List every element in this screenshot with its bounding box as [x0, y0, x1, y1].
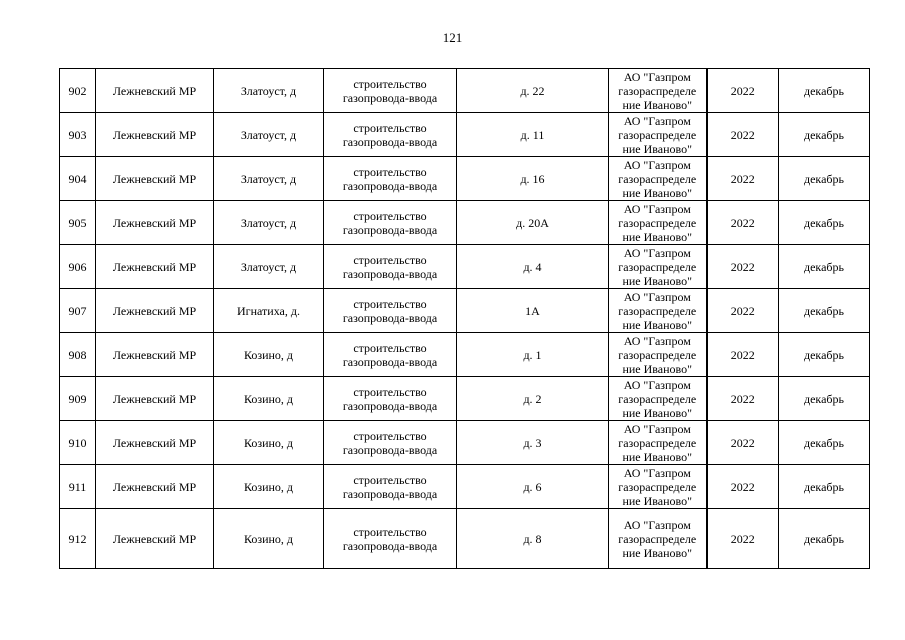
year-cell: [707, 333, 779, 377]
district: Лежневский МР: [112, 259, 197, 274]
organization-cell: [609, 201, 707, 245]
district: Лежневский МР: [112, 435, 197, 450]
month-cell: [779, 201, 870, 245]
district: Лежневский МР: [112, 171, 197, 186]
locality: Козино, д: [243, 435, 294, 450]
organization-line: АО "Газпром: [623, 245, 691, 260]
work-type-line: газопровода-ввода: [342, 90, 438, 105]
organization-line: АО "Газпром: [623, 421, 691, 436]
house-number: д. 4: [523, 259, 542, 274]
district-cell: [96, 421, 214, 465]
district-cell: [96, 157, 214, 201]
district-cell: [96, 509, 214, 569]
gasification-table: [59, 68, 870, 569]
month: декабрь: [804, 435, 844, 450]
organization-line: АО "Газпром: [623, 289, 691, 304]
house-number: д. 1: [523, 347, 542, 362]
year: 2022: [730, 391, 755, 406]
district: Лежневский МР: [112, 127, 197, 142]
district-cell: [96, 465, 214, 509]
work-type-cell: [324, 157, 457, 201]
year-cell: [707, 509, 779, 569]
locality-cell: [214, 377, 324, 421]
row-number: 903: [68, 127, 87, 142]
work-type-cell: [324, 377, 457, 421]
month-cell: [779, 69, 870, 113]
locality-cell: [214, 113, 324, 157]
house-cell: [457, 201, 609, 245]
year: 2022: [730, 479, 755, 494]
month-cell: [779, 377, 870, 421]
locality-cell: [214, 509, 324, 569]
row-number: 902: [68, 83, 87, 98]
table-row: [60, 201, 870, 245]
house-cell: [457, 157, 609, 201]
organization-line: газораспределе: [618, 479, 697, 494]
row-number: 906: [68, 259, 87, 274]
house-number: 1А: [525, 303, 540, 318]
locality-cell: [214, 69, 324, 113]
organization-cell: [609, 69, 707, 113]
locality-cell: [214, 289, 324, 333]
work-type-line: строительство: [353, 252, 427, 267]
year-cell: [707, 157, 779, 201]
row-number-cell: [60, 333, 96, 377]
month-cell: [779, 333, 870, 377]
month: декабрь: [804, 215, 844, 230]
work-type-line: газопровода-ввода: [342, 134, 438, 149]
row-number: 905: [68, 215, 87, 230]
work-type-line: газопровода-ввода: [342, 398, 438, 413]
work-type-line: газопровода-ввода: [342, 538, 438, 553]
organization-line: газораспределе: [618, 391, 697, 406]
locality-cell: [214, 333, 324, 377]
district: Лежневский МР: [112, 531, 197, 546]
page-number: 121: [442, 30, 463, 45]
year: 2022: [730, 83, 755, 98]
locality-cell: [214, 421, 324, 465]
organization-line: АО "Газпром: [623, 333, 691, 348]
organization-line: ние Иваново": [622, 317, 693, 332]
organization-line: ние Иваново": [622, 97, 693, 112]
work-type-line: строительство: [353, 472, 427, 487]
organization-cell: [609, 157, 707, 201]
row-number-cell: [60, 421, 96, 465]
row-number-cell: [60, 465, 96, 509]
organization-line: газораспределе: [618, 531, 697, 546]
organization-line: газораспределе: [618, 215, 697, 230]
row-number-cell: [60, 509, 96, 569]
year: 2022: [730, 215, 755, 230]
work-type-line: газопровода-ввода: [342, 486, 438, 501]
row-number: 907: [68, 303, 87, 318]
row-number: 911: [68, 479, 87, 494]
year: 2022: [730, 127, 755, 142]
year-cell: [707, 245, 779, 289]
month-cell: [779, 465, 870, 509]
district-cell: [96, 377, 214, 421]
month: декабрь: [804, 303, 844, 318]
table-row: [60, 333, 870, 377]
house-cell: [457, 333, 609, 377]
house-number: д. 22: [520, 83, 545, 98]
organization-cell: [609, 289, 707, 333]
house-number: д. 20А: [516, 215, 549, 230]
house-number: д. 16: [520, 171, 545, 186]
district: Лежневский МР: [112, 215, 197, 230]
district: Лежневский МР: [112, 83, 197, 98]
table-row: [60, 421, 870, 465]
organization-cell: [609, 245, 707, 289]
locality: Златоуст, д: [240, 171, 297, 186]
organization-line: газораспределе: [618, 259, 697, 274]
work-type-cell: [324, 333, 457, 377]
row-number: 908: [68, 347, 87, 362]
locality: Козино, д: [243, 479, 294, 494]
row-number-cell: [60, 69, 96, 113]
table-body: [60, 69, 870, 569]
month: декабрь: [804, 83, 844, 98]
house-cell: [457, 465, 609, 509]
district-cell: [96, 245, 214, 289]
organization-line: ние Иваново": [622, 185, 693, 200]
organization-line: ние Иваново": [622, 449, 693, 464]
organization-line: газораспределе: [618, 171, 697, 186]
month: декабрь: [804, 259, 844, 274]
district: Лежневский МР: [112, 391, 197, 406]
organization-line: ние Иваново": [622, 493, 693, 508]
row-number: 912: [68, 531, 87, 546]
house-cell: [457, 421, 609, 465]
locality-cell: [214, 465, 324, 509]
month: декабрь: [804, 531, 844, 546]
organization-line: газораспределе: [618, 83, 697, 98]
organization-line: ние Иваново": [622, 361, 693, 376]
work-type-line: строительство: [353, 524, 427, 539]
organization-line: ние Иваново": [622, 229, 693, 244]
work-type-line: строительство: [353, 208, 427, 223]
organization-cell: [609, 421, 707, 465]
organization-line: АО "Газпром: [623, 157, 691, 172]
work-type-line: газопровода-ввода: [342, 354, 438, 369]
table-row: [60, 157, 870, 201]
organization-cell: [609, 509, 707, 569]
work-type-line: строительство: [353, 340, 427, 355]
year-cell: [707, 289, 779, 333]
house-cell: [457, 245, 609, 289]
locality: Игнатиха, д.: [237, 303, 300, 318]
work-type-cell: [324, 245, 457, 289]
year: 2022: [730, 259, 755, 274]
organization-line: АО "Газпром: [623, 377, 691, 392]
work-type-line: газопровода-ввода: [342, 178, 438, 193]
organization-line: газораспределе: [618, 347, 697, 362]
locality: Златоуст, д: [240, 259, 297, 274]
row-number-cell: [60, 245, 96, 289]
table-row: [60, 289, 870, 333]
row-number-cell: [60, 113, 96, 157]
row-number-cell: [60, 377, 96, 421]
organization-line: ние Иваново": [622, 141, 693, 156]
district-cell: [96, 289, 214, 333]
month: декабрь: [804, 479, 844, 494]
district: Лежневский МР: [112, 347, 197, 362]
year: 2022: [730, 171, 755, 186]
row-number-cell: [60, 201, 96, 245]
month-cell: [779, 421, 870, 465]
organization-line: газораспределе: [618, 303, 697, 318]
work-type-line: строительство: [353, 296, 427, 311]
organization-cell: [609, 377, 707, 421]
locality: Златоуст, д: [240, 83, 297, 98]
year-cell: [707, 201, 779, 245]
year: 2022: [730, 435, 755, 450]
house-cell: [457, 69, 609, 113]
month-cell: [779, 245, 870, 289]
locality-cell: [214, 157, 324, 201]
district: Лежневский МР: [112, 479, 197, 494]
district: Лежневский МР: [112, 303, 197, 318]
house-number: д. 8: [523, 531, 542, 546]
row-number: 910: [68, 435, 87, 450]
organization-line: газораспределе: [618, 435, 697, 450]
house-number: д. 6: [523, 479, 542, 494]
month-cell: [779, 509, 870, 569]
work-type-line: газопровода-ввода: [342, 222, 438, 237]
organization-cell: [609, 465, 707, 509]
work-type-cell: [324, 113, 457, 157]
month-cell: [779, 157, 870, 201]
district-cell: [96, 201, 214, 245]
house-number: д. 3: [523, 435, 542, 450]
organization-line: ние Иваново": [622, 273, 693, 288]
organization-line: АО "Газпром: [623, 113, 691, 128]
year-cell: [707, 69, 779, 113]
month: декабрь: [804, 347, 844, 362]
locality: Златоуст, д: [240, 215, 297, 230]
locality: Златоуст, д: [240, 127, 297, 142]
locality: Козино, д: [243, 347, 294, 362]
work-type-line: строительство: [353, 120, 427, 135]
work-type-cell: [324, 201, 457, 245]
organization-line: АО "Газпром: [623, 201, 691, 216]
work-type-cell: [324, 289, 457, 333]
year: 2022: [730, 347, 755, 362]
table-row: [60, 69, 870, 113]
work-type-line: газопровода-ввода: [342, 266, 438, 281]
work-type-line: газопровода-ввода: [342, 442, 438, 457]
work-type-line: газопровода-ввода: [342, 310, 438, 325]
organization-line: ние Иваново": [622, 545, 693, 560]
organization-line: газораспределе: [618, 127, 697, 142]
work-type-cell: [324, 69, 457, 113]
organization-cell: [609, 113, 707, 157]
organization-cell: [609, 333, 707, 377]
year-cell: [707, 113, 779, 157]
organization-line: АО "Газпром: [623, 465, 691, 480]
row-number: 909: [68, 391, 87, 406]
locality-cell: [214, 245, 324, 289]
table-row: [60, 245, 870, 289]
locality: Козино, д: [243, 391, 294, 406]
house-number: д. 11: [520, 127, 545, 142]
house-number: д. 2: [523, 391, 542, 406]
month-cell: [779, 289, 870, 333]
year: 2022: [730, 531, 755, 546]
year: 2022: [730, 303, 755, 318]
work-type-line: строительство: [353, 428, 427, 443]
row-number-cell: [60, 157, 96, 201]
month: декабрь: [804, 391, 844, 406]
organization-line: ние Иваново": [622, 405, 693, 420]
locality-cell: [214, 201, 324, 245]
table-row: [60, 113, 870, 157]
organization-line: АО "Газпром: [623, 517, 691, 532]
district-cell: [96, 69, 214, 113]
work-type-line: строительство: [353, 76, 427, 91]
district-cell: [96, 113, 214, 157]
table-row: [60, 465, 870, 509]
work-type-cell: [324, 421, 457, 465]
house-cell: [457, 509, 609, 569]
month: декабрь: [804, 171, 844, 186]
year-cell: [707, 421, 779, 465]
table-row: [60, 509, 870, 569]
house-cell: [457, 377, 609, 421]
work-type-line: строительство: [353, 164, 427, 179]
work-type-cell: [324, 509, 457, 569]
year-cell: [707, 465, 779, 509]
work-type-cell: [324, 465, 457, 509]
house-cell: [457, 113, 609, 157]
year-cell: [707, 377, 779, 421]
locality: Козино, д: [243, 531, 294, 546]
work-type-line: строительство: [353, 384, 427, 399]
row-number-cell: [60, 289, 96, 333]
table-row: [60, 377, 870, 421]
row-number: 904: [68, 171, 87, 186]
month-cell: [779, 113, 870, 157]
organization-line: АО "Газпром: [623, 69, 691, 84]
house-cell: [457, 289, 609, 333]
district-cell: [96, 333, 214, 377]
month: декабрь: [804, 127, 844, 142]
